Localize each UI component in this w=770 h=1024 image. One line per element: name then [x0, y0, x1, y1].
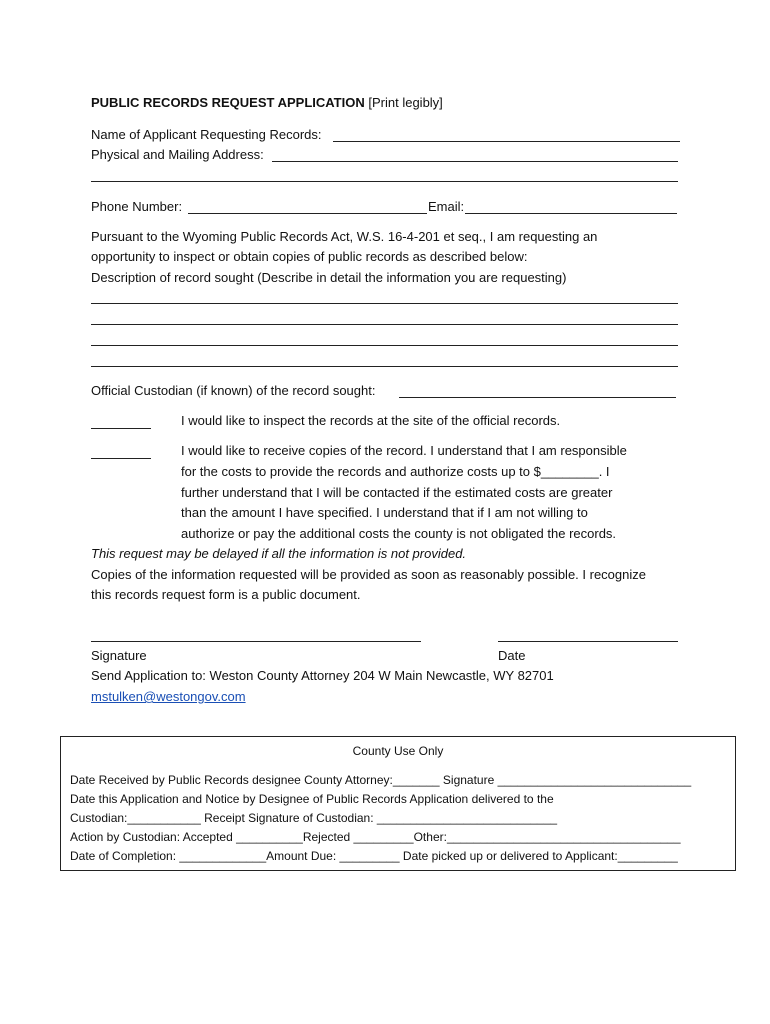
date-label: Date	[498, 648, 526, 663]
copies-checkline[interactable]	[91, 458, 151, 459]
copies-option-line: I would like to receive copies of the record. I understand that I am responsible	[181, 443, 627, 458]
intro-line-2: opportunity to inspect or obtain copies of public records as described below:	[91, 249, 528, 264]
county-use-box	[60, 736, 736, 871]
form-title-text: PUBLIC RECORDS REQUEST APPLICATION	[91, 95, 365, 110]
county-use-line: Action by Custodian: Accepted __________Rejected _________Other:___________________________________	[70, 830, 681, 844]
copies-option-line: than the amount I have specified. I understand that if I am not willing to	[181, 505, 588, 520]
phone-label: Phone Number:	[91, 199, 183, 214]
county-use-line: Date this Application and Notice by Designee of Public Records Application delivered to the	[70, 792, 554, 806]
description-label: Description of record sought (Describe in detail the information you are requesting)	[91, 270, 567, 285]
address-field[interactable]	[272, 161, 678, 162]
email-field[interactable]	[465, 213, 677, 214]
county-use-line: Custodian:___________ Receipt Signature of Custodian: ___________________________	[70, 811, 558, 825]
inspect-checkline[interactable]	[91, 428, 151, 429]
address-label: Physical and Mailing Address:	[91, 147, 264, 162]
description-line-1[interactable]	[91, 303, 678, 304]
county-use-heading: County Use Only	[352, 744, 444, 758]
signature-field[interactable]	[91, 641, 421, 642]
email-link[interactable]: mstulken@westongov.com	[91, 689, 246, 704]
intro-line-1: Pursuant to the Wyoming Public Records Act, W.S. 16-4-201 et seq., I am requesting an	[91, 229, 598, 244]
name-field[interactable]	[333, 141, 680, 142]
county-use-line: Date of Completion: _____________Amount Due: _________ Date picked up or delivered to Applicant:_________	[70, 849, 678, 863]
copies-notice-line-2: this records request form is a public document.	[91, 587, 361, 602]
email-label: Email:	[428, 199, 465, 214]
inspect-option-text: I would like to inspect the records at the site of the official records.	[181, 413, 561, 428]
description-line-3[interactable]	[91, 345, 678, 346]
form-title	[91, 95, 443, 111]
custodian-label: Official Custodian (if known) of the record sought:	[91, 383, 376, 398]
custodian-field[interactable]	[399, 397, 676, 398]
copies-option-line: authorize or pay the additional costs the county is not obligated the records.	[181, 526, 617, 541]
copies-notice-line-1: Copies of the information requested will be provided as soon as reasonably possible. I recognize	[91, 567, 646, 582]
description-line-2[interactable]	[91, 324, 678, 325]
county-use-line: Date Received by Public Records designee County Attorney:_______ Signature _____________________________	[70, 773, 692, 787]
phone-field[interactable]	[188, 213, 427, 214]
copies-option-line: further understand that I will be contacted if the estimated costs are greater	[181, 485, 613, 500]
copies-option-line: for the costs to provide the records and authorize costs up to $________. I	[181, 464, 610, 479]
send-to-text: Send Application to: Weston County Attorney 204 W Main Newcastle, WY 82701	[91, 668, 554, 683]
description-line-4[interactable]	[91, 366, 678, 367]
name-label: Name of Applicant Requesting Records:	[91, 127, 322, 142]
form-title-note: [Print legibly]	[368, 95, 443, 110]
signature-label: Signature	[91, 648, 147, 663]
address-field-line2[interactable]	[91, 181, 678, 182]
delay-note: This request may be delayed if all the information is not provided.	[91, 546, 467, 561]
date-field[interactable]	[498, 641, 678, 642]
